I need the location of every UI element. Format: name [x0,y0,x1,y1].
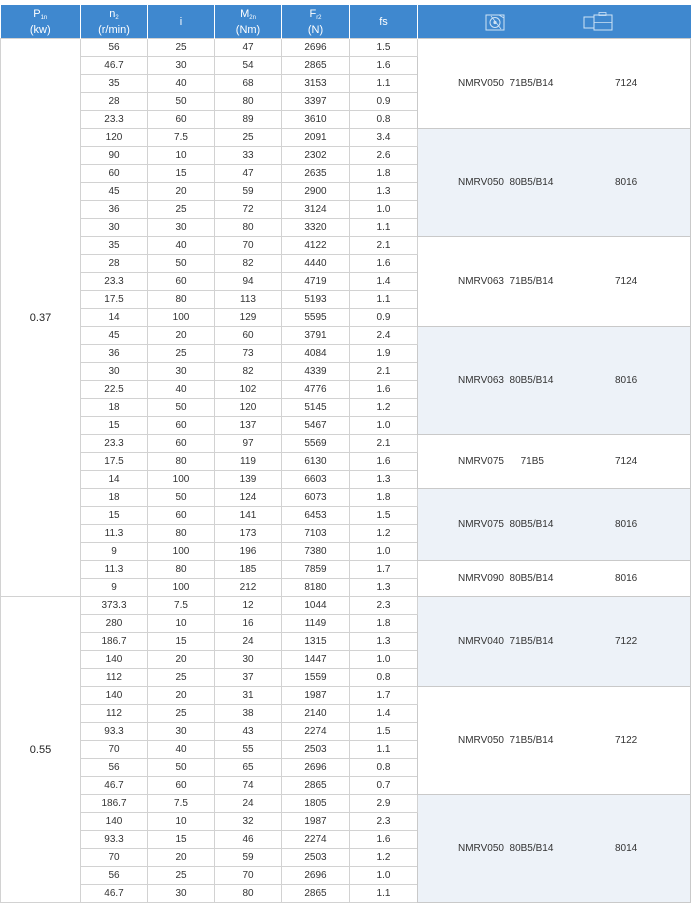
model-cell [418,561,691,597]
torque-cell: 55 [215,741,282,759]
radial-load-cell: 2865 [282,57,350,75]
ratio-cell: 30 [148,885,215,903]
torque-cell: 173 [215,525,282,543]
model-cell [418,39,691,129]
ratio-cell: 20 [148,183,215,201]
radial-load-cell: 2865 [282,777,350,795]
output-speed-cell: 140 [81,687,148,705]
ratio-cell: 80 [148,525,215,543]
torque-cell: 24 [215,795,282,813]
ratio-cell: 60 [148,273,215,291]
header-radial-load: $F_{r2}$ (N) [282,5,350,39]
ratio-cell: 30 [148,219,215,237]
torque-cell: 46 [215,831,282,849]
model-designation: NMRV050 71B5/B14 [458,78,554,89]
service-factor-cell: 1.1 [350,291,418,309]
radial-load-cell: 2696 [282,39,350,57]
radial-load-cell: 7380 [282,543,350,561]
output-speed-cell: 120 [81,129,148,147]
radial-load-cell: 2302 [282,147,350,165]
radial-load-cell: 7103 [282,525,350,543]
radial-load-cell: 2274 [282,831,350,849]
torque-cell: 16 [215,615,282,633]
ratio-cell: 7.5 [148,795,215,813]
motor-code: 8016 [615,519,638,530]
motor-code: 7122 [615,735,638,746]
output-speed-cell: 22.5 [81,381,148,399]
radial-load-cell: 6073 [282,489,350,507]
torque-cell: 68 [215,75,282,93]
ratio-cell: 10 [148,615,215,633]
radial-load-cell: 6453 [282,507,350,525]
radial-load-cell: 5595 [282,309,350,327]
table-row [1,489,691,507]
service-factor-cell: 1.3 [350,471,418,489]
radial-load-cell: 1315 [282,633,350,651]
ratio-cell: 100 [148,579,215,597]
service-factor-cell: 1.2 [350,399,418,417]
model-designation: NMRV075 71B5 [458,456,544,467]
radial-load-cell: 1559 [282,669,350,687]
service-factor-cell: 2.1 [350,363,418,381]
service-factor-cell: 1.4 [350,705,418,723]
torque-cell: 82 [215,255,282,273]
service-factor-cell: 1.1 [350,75,418,93]
output-speed-cell: 90 [81,147,148,165]
model-designation: NMRV063 71B5/B14 [458,276,554,287]
torque-cell: 47 [215,165,282,183]
ratio-cell: 10 [148,147,215,165]
radial-load-cell: 4719 [282,273,350,291]
torque-cell: 59 [215,849,282,867]
service-factor-cell: 2.1 [350,237,418,255]
torque-cell: 65 [215,759,282,777]
ratio-cell: 40 [148,381,215,399]
table-row [1,597,691,615]
torque-cell: 12 [215,597,282,615]
output-speed-cell: 17.5 [81,453,148,471]
ratio-cell: 100 [148,309,215,327]
output-speed-cell: 9 [81,579,148,597]
ratio-cell: 25 [148,345,215,363]
torque-cell: 124 [215,489,282,507]
radial-load-cell: 2900 [282,183,350,201]
torque-cell: 38 [215,705,282,723]
gearbox-icon [483,12,509,32]
radial-load-cell: 7859 [282,561,350,579]
ratio-cell: 15 [148,165,215,183]
torque-cell: 141 [215,507,282,525]
service-factor-cell: 1.6 [350,453,418,471]
gearmotor-selection-table [0,5,691,903]
torque-cell: 60 [215,327,282,345]
output-speed-cell: 373.3 [81,597,148,615]
radial-load-cell: 3153 [282,75,350,93]
output-speed-cell: 18 [81,399,148,417]
output-speed-cell: 280 [81,615,148,633]
torque-cell: 119 [215,453,282,471]
ratio-cell: 50 [148,255,215,273]
radial-load-cell: 4084 [282,345,350,363]
motor-code: 8014 [615,843,638,854]
model-cell [418,237,691,327]
output-speed-cell: 23.3 [81,111,148,129]
service-factor-cell: 2.4 [350,327,418,345]
ratio-cell: 15 [148,831,215,849]
model-designation: NMRV090 80B5/B14 [458,573,554,584]
output-speed-cell: 56 [81,39,148,57]
radial-load-cell: 1447 [282,651,350,669]
output-speed-cell: 11.3 [81,561,148,579]
output-speed-cell: 36 [81,201,148,219]
table-row [1,795,691,813]
output-speed-cell: 30 [81,219,148,237]
output-speed-cell: 35 [81,75,148,93]
service-factor-cell: 1.5 [350,723,418,741]
radial-load-cell: 3791 [282,327,350,345]
ratio-cell: 7.5 [148,597,215,615]
ratio-cell: 7.5 [148,129,215,147]
ratio-cell: 10 [148,813,215,831]
output-speed-cell: 140 [81,651,148,669]
table-row [1,129,691,147]
output-speed-cell: 112 [81,705,148,723]
service-factor-cell: 1.1 [350,885,418,903]
service-factor-cell: 1.0 [350,867,418,885]
output-speed-cell: 140 [81,813,148,831]
service-factor-cell: 1.8 [350,165,418,183]
table-row [1,687,691,705]
service-factor-cell: 1.2 [350,849,418,867]
service-factor-cell: 1.6 [350,381,418,399]
header-ratio: i [148,5,215,39]
service-factor-cell: 0.8 [350,669,418,687]
torque-cell: 94 [215,273,282,291]
torque-cell: 80 [215,93,282,111]
torque-cell: 129 [215,309,282,327]
radial-load-cell: 1805 [282,795,350,813]
ratio-cell: 50 [148,489,215,507]
power-cell: 0.37 [1,39,81,597]
model-cell [418,597,691,687]
model-designation: NMRV063 80B5/B14 [458,375,554,386]
service-factor-cell: 0.8 [350,759,418,777]
ratio-cell: 60 [148,417,215,435]
torque-cell: 37 [215,669,282,687]
torque-cell: 43 [215,723,282,741]
power-cell: 0.55 [1,597,81,903]
service-factor-cell: 1.0 [350,651,418,669]
output-speed-cell: 46.7 [81,885,148,903]
header-model-icons [418,5,691,39]
service-factor-cell: 1.0 [350,543,418,561]
service-factor-cell: 1.8 [350,615,418,633]
service-factor-cell: 1.4 [350,273,418,291]
radial-load-cell: 6130 [282,453,350,471]
radial-load-cell: 3610 [282,111,350,129]
service-factor-cell: 0.8 [350,111,418,129]
radial-load-cell: 1044 [282,597,350,615]
radial-load-cell: 5467 [282,417,350,435]
radial-load-cell: 3124 [282,201,350,219]
torque-cell: 54 [215,57,282,75]
output-speed-cell: 93.3 [81,831,148,849]
radial-load-cell: 1987 [282,813,350,831]
service-factor-cell: 1.3 [350,633,418,651]
torque-cell: 196 [215,543,282,561]
ratio-cell: 80 [148,291,215,309]
ratio-cell: 25 [148,201,215,219]
torque-cell: 113 [215,291,282,309]
ratio-cell: 100 [148,471,215,489]
model-designation: NMRV050 80B5/B14 [458,177,554,188]
radial-load-cell: 5145 [282,399,350,417]
output-speed-cell: 186.7 [81,633,148,651]
ratio-cell: 30 [148,723,215,741]
model-designation: NMRV050 80B5/B14 [458,843,554,854]
table-header-row [1,5,691,39]
service-factor-cell: 1.6 [350,57,418,75]
radial-load-cell: 4122 [282,237,350,255]
ratio-cell: 25 [148,669,215,687]
service-factor-cell: 1.1 [350,219,418,237]
radial-load-cell: 4440 [282,255,350,273]
radial-load-cell: 5193 [282,291,350,309]
ratio-cell: 25 [148,705,215,723]
torque-cell: 30 [215,651,282,669]
ratio-cell: 80 [148,453,215,471]
output-speed-cell: 93.3 [81,723,148,741]
output-speed-cell: 11.3 [81,525,148,543]
model-designation: NMRV040 71B5/B14 [458,636,554,647]
ratio-cell: 40 [148,741,215,759]
service-factor-cell: 1.3 [350,183,418,201]
torque-cell: 212 [215,579,282,597]
model-cell [418,435,691,489]
output-speed-cell: 35 [81,237,148,255]
model-cell [418,327,691,435]
ratio-cell: 40 [148,75,215,93]
output-speed-cell: 9 [81,543,148,561]
motor-icon [582,12,616,32]
motor-code: 7124 [615,78,638,89]
model-cell [418,489,691,561]
torque-cell: 185 [215,561,282,579]
torque-cell: 32 [215,813,282,831]
output-speed-cell: 45 [81,183,148,201]
ratio-cell: 25 [148,867,215,885]
model-cell [418,795,691,903]
radial-load-cell: 2696 [282,867,350,885]
radial-load-cell: 2635 [282,165,350,183]
ratio-cell: 30 [148,363,215,381]
output-speed-cell: 56 [81,759,148,777]
ratio-cell: 60 [148,507,215,525]
service-factor-cell: 1.3 [350,579,418,597]
radial-load-cell: 8180 [282,579,350,597]
motor-code: 8016 [615,177,638,188]
output-speed-cell: 56 [81,867,148,885]
output-speed-cell: 36 [81,345,148,363]
ratio-cell: 80 [148,561,215,579]
service-factor-cell: 1.2 [350,525,418,543]
service-factor-cell: 0.9 [350,309,418,327]
output-speed-cell: 28 [81,255,148,273]
torque-cell: 33 [215,147,282,165]
radial-load-cell: 3397 [282,93,350,111]
torque-cell: 25 [215,129,282,147]
ratio-cell: 20 [148,651,215,669]
model-cell [418,129,691,237]
header-output-speed: $n_2$ (r/min) [81,5,148,39]
torque-cell: 74 [215,777,282,795]
radial-load-cell: 1149 [282,615,350,633]
output-speed-cell: 70 [81,741,148,759]
output-speed-cell: 18 [81,489,148,507]
radial-load-cell: 2865 [282,885,350,903]
service-factor-cell: 1.6 [350,831,418,849]
header-service-factor: fs [350,5,418,39]
header-torque: $M_{2n}$ (Nm) [215,5,282,39]
radial-load-cell: 4776 [282,381,350,399]
torque-cell: 73 [215,345,282,363]
ratio-cell: 50 [148,759,215,777]
torque-cell: 137 [215,417,282,435]
ratio-cell: 20 [148,327,215,345]
output-speed-cell: 70 [81,849,148,867]
table-row [1,237,691,255]
service-factor-cell: 0.7 [350,777,418,795]
ratio-cell: 20 [148,849,215,867]
output-speed-cell: 14 [81,471,148,489]
header-power: $P_{1n}$ (kw) [1,5,81,39]
radial-load-cell: 3320 [282,219,350,237]
ratio-cell: 50 [148,93,215,111]
torque-cell: 82 [215,363,282,381]
torque-cell: 24 [215,633,282,651]
table-row [1,435,691,453]
output-speed-cell: 30 [81,363,148,381]
motor-code: 7124 [615,456,638,467]
service-factor-cell: 1.0 [350,201,418,219]
output-speed-cell: 14 [81,309,148,327]
service-factor-cell: 1.6 [350,255,418,273]
radial-load-cell: 2503 [282,849,350,867]
motor-code: 8016 [615,375,638,386]
radial-load-cell: 4339 [282,363,350,381]
service-factor-cell: 2.3 [350,597,418,615]
torque-cell: 72 [215,201,282,219]
service-factor-cell: 2.6 [350,147,418,165]
ratio-cell: 15 [148,633,215,651]
service-factor-cell: 3.4 [350,129,418,147]
torque-cell: 70 [215,867,282,885]
ratio-cell: 40 [148,237,215,255]
radial-load-cell: 2503 [282,741,350,759]
torque-cell: 70 [215,237,282,255]
torque-cell: 80 [215,219,282,237]
torque-cell: 59 [215,183,282,201]
output-speed-cell: 46.7 [81,57,148,75]
radial-load-cell: 1987 [282,687,350,705]
service-factor-cell: 1.7 [350,561,418,579]
output-speed-cell: 46.7 [81,777,148,795]
torque-cell: 89 [215,111,282,129]
table-row [1,327,691,345]
service-factor-cell: 1.1 [350,741,418,759]
torque-cell: 97 [215,435,282,453]
radial-load-cell: 6603 [282,471,350,489]
output-speed-cell: 17.5 [81,291,148,309]
service-factor-cell: 1.0 [350,417,418,435]
service-factor-cell: 1.5 [350,39,418,57]
model-designation: NMRV075 80B5/B14 [458,519,554,530]
ratio-cell: 60 [148,111,215,129]
radial-load-cell: 2091 [282,129,350,147]
output-speed-cell: 112 [81,669,148,687]
torque-cell: 80 [215,885,282,903]
motor-code: 7122 [615,636,638,647]
ratio-cell: 20 [148,687,215,705]
output-speed-cell: 60 [81,165,148,183]
ratio-cell: 30 [148,57,215,75]
output-speed-cell: 15 [81,417,148,435]
torque-cell: 47 [215,39,282,57]
output-speed-cell: 15 [81,507,148,525]
output-speed-cell: 186.7 [81,795,148,813]
service-factor-cell: 1.5 [350,507,418,525]
motor-code: 8016 [615,573,638,584]
ratio-cell: 60 [148,435,215,453]
ratio-cell: 50 [148,399,215,417]
radial-load-cell: 2140 [282,705,350,723]
table-row [1,561,691,579]
ratio-cell: 25 [148,39,215,57]
radial-load-cell: 2696 [282,759,350,777]
service-factor-cell: 1.9 [350,345,418,363]
output-speed-cell: 28 [81,93,148,111]
torque-cell: 31 [215,687,282,705]
model-designation: NMRV050 71B5/B14 [458,735,554,746]
model-cell [418,687,691,795]
service-factor-cell: 2.9 [350,795,418,813]
service-factor-cell: 1.8 [350,489,418,507]
service-factor-cell: 2.1 [350,435,418,453]
service-factor-cell: 2.3 [350,813,418,831]
radial-load-cell: 5569 [282,435,350,453]
torque-cell: 139 [215,471,282,489]
ratio-cell: 100 [148,543,215,561]
motor-code: 7124 [615,276,638,287]
ratio-cell: 60 [148,777,215,795]
service-factor-cell: 1.7 [350,687,418,705]
torque-cell: 102 [215,381,282,399]
table-row [1,39,691,57]
output-speed-cell: 23.3 [81,273,148,291]
output-speed-cell: 45 [81,327,148,345]
torque-cell: 120 [215,399,282,417]
radial-load-cell: 2274 [282,723,350,741]
output-speed-cell: 23.3 [81,435,148,453]
service-factor-cell: 0.9 [350,93,418,111]
